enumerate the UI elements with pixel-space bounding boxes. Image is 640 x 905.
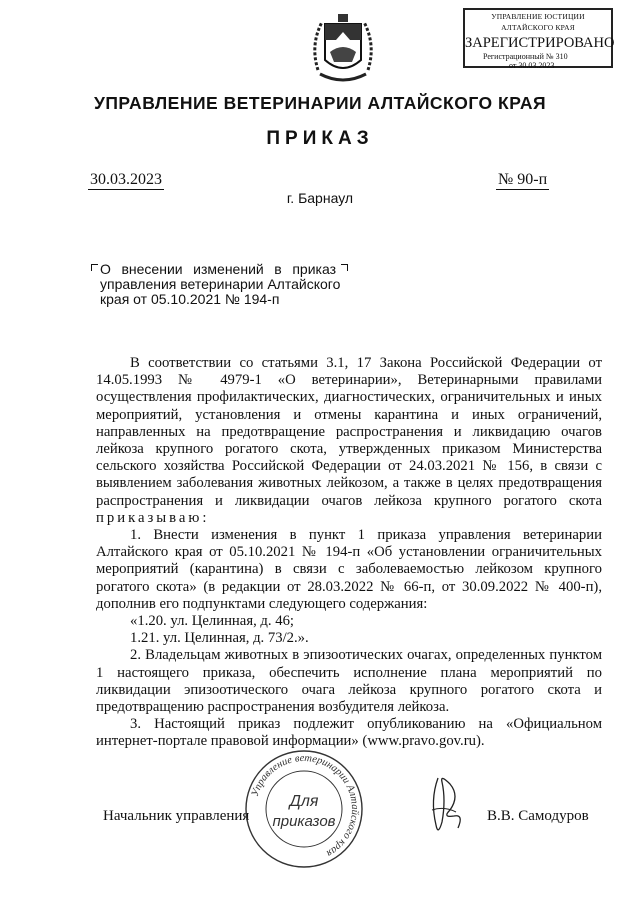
seal-center-line-2: приказов [272,813,336,830]
subject-line-3: края от 05.10.2021 № 194-п [100,291,280,307]
bracket-right [341,264,348,271]
stamp-line-2: АЛТАЙСКОГО КРАЯ [501,23,575,32]
signatory-title: Начальник управления [103,808,250,824]
seal-ring-text: Управление ветеринарии Алтайского края [249,752,361,859]
registration-stamp [463,8,613,68]
altai-coat-of-arms-icon [308,10,378,92]
signatory-name: В.В. Самодуров [487,808,589,824]
subitem-1-20: «1.20. ул. Целинная, д. 46; [130,613,295,630]
handwritten-signature [420,770,470,840]
stamp-line-1: УПРАВЛЕНИЕ ЮСТИЦИИ [491,12,585,21]
stamp-reg-number: Регистрационный № 310 [483,52,568,61]
city: г. Барнаул [286,190,354,206]
order-number: № 90-п [498,171,548,188]
item-3: 3. Настоящий приказ подлежит опубликованию на «Официальном интернет-портале правовой информации» (www.pravo.gov.ru). [96,716,602,750]
order-subject [100,262,350,307]
preamble-paragraph [96,355,602,527]
subitem-1-21: 1.21. ул. Целинная, д. 73/2.». [130,630,309,647]
item-2: 2. Владельцам животных в эпизоотических очагах, определенных пунктом 1 настоящего приказа, обеспечить исполнение плана мероприятий по ликвидации эпизоотического очага лейкоза крупного рогатого скота и предотвращению распространения возбудителя лейкоза. [96,647,602,716]
order-date: 30.03.2023 [90,171,162,188]
stamp-reg-date: от 30.03.2023 [509,61,555,70]
seal-center-line-1: Для [289,793,319,810]
item-1: 1. Внести изменения в пункт 1 приказа управления ветеринарии Алтайского края от 05.10.2021 № 194-п «Об установлении ограничительных мероприятий (карантина) в связи с заболеваемостью лейкозом крупного рогатого скота» (в редакции от 28.03.2022 № 66-п, от 30.09.2022 № 400-п), дополнив его подпунктами следующего содержания: [96,527,602,612]
subject-line-2: управления ветеринарии Алтайского [100,276,341,292]
order-body [96,355,602,751]
preamble-text: В соответствии со статьями 3.1, 17 Закона Российской Федерации от 14.05.1993 № 4979-1 «О ветеринарии», Ветеринарными правилами осуществления профилактических, диагностических, ограничительных и иных мероприятий, установления и отмены карантина и иных ограничений, направленных на предотвращение распространения и ликвидацию очагов лейкоза крупного рогатого скота, утвержденных приказом Министерства сельского хозяйства Российской Федерации от 24.03.2021 № 156, в связи с выявлением заболевания животных лейкозом, а также в целях предотвращения распространения и ликвидации очагов лейкоза крупного рогатого скота [96,355,602,509]
bracket-left [91,264,98,271]
document-type: ПРИКАЗ [266,128,374,149]
organization-title: УПРАВЛЕНИЕ ВЕТЕРИНАРИИ АЛТАЙСКОГО КРАЯ [93,93,547,113]
orders-word: приказываю: [96,509,210,526]
stamp-status: ЗАРЕГИСТРИРОВАНО [465,35,615,51]
subject-line-1: О внесении изменений в приказ [100,261,336,277]
official-seal [243,748,365,870]
